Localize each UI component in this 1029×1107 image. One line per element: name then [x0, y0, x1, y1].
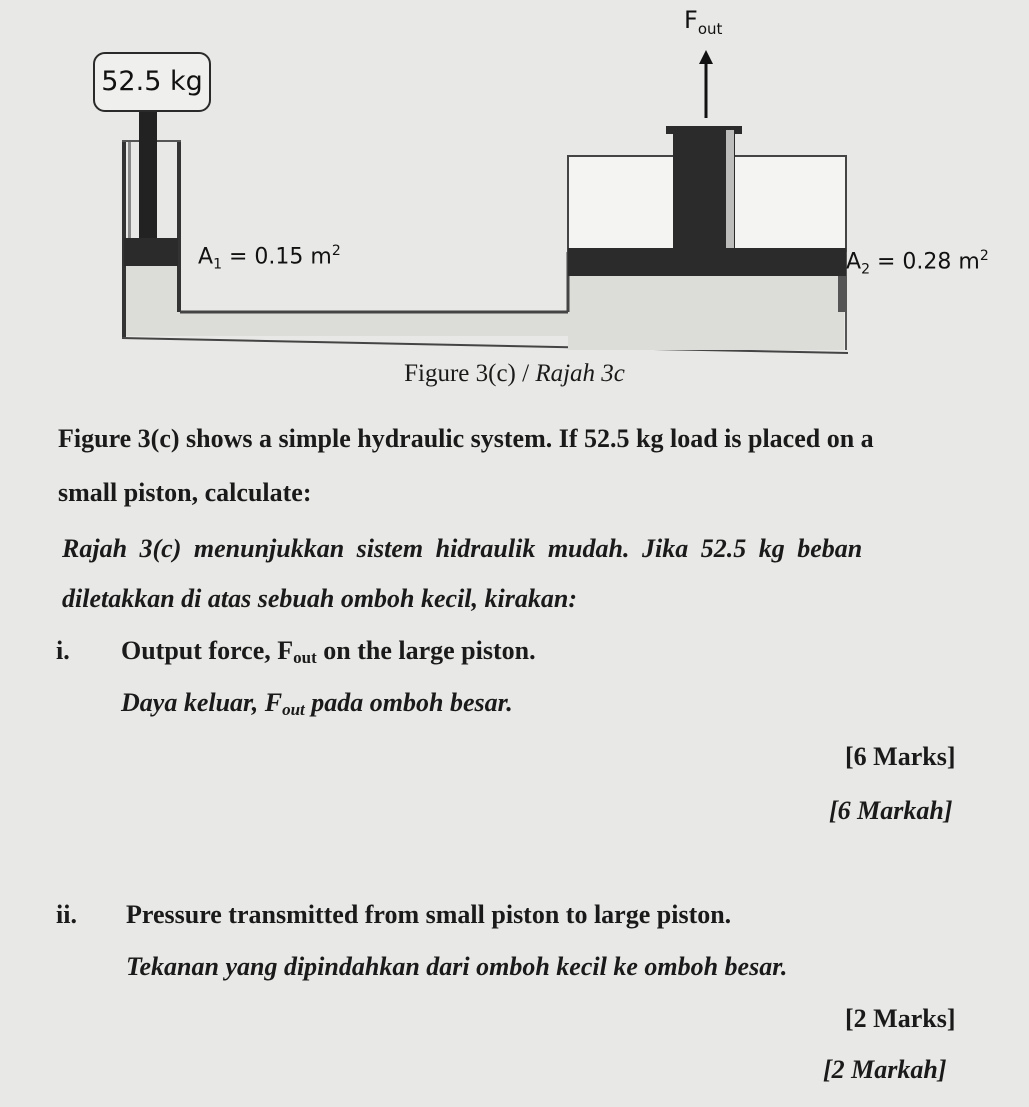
small-piston-rod [139, 110, 157, 240]
part-i-question-english [121, 636, 536, 668]
large-piston-area-label [846, 248, 989, 278]
small-piston-area-label [198, 243, 341, 273]
figure-caption [0, 360, 1029, 388]
a2-exponent: 2 [979, 248, 989, 264]
large-cylinder-right-mark [838, 276, 846, 312]
part-i-text-ms-before: Daya keluar, F [121, 688, 283, 717]
part-i-marks-english: [6 Marks] [845, 742, 956, 771]
part-i-text-ms-sub: out [282, 700, 305, 719]
part-ii-question-malay: Tekanan yang dipindahkan dari omboh kecil ke omboh besar. [126, 952, 788, 981]
part-ii-question-english: Pressure transmitted from small piston to large piston. [126, 900, 732, 929]
part-i-text-ms-after: pada omboh besar. [304, 688, 513, 717]
caption-malay: Rajah 3c [535, 360, 625, 387]
part-i-text-en-after: on the large piston. [316, 636, 536, 665]
part-ii-number: ii. [56, 900, 77, 929]
output-force-subscript: out [697, 19, 723, 38]
a2-symbol: A [846, 249, 862, 275]
a2-index: 2 [861, 261, 870, 278]
large-piston-stem-highlight [726, 130, 734, 248]
intro-english-line-2: small piston, calculate: [58, 478, 312, 507]
small-cylinder-right-wall [177, 140, 181, 312]
small-cylinder-inner-wall [128, 140, 131, 240]
large-piston-plate [568, 248, 846, 276]
a1-symbol: A [198, 244, 214, 270]
mass-label: 52.5 kg [93, 52, 211, 112]
small-piston-head [124, 238, 178, 266]
part-ii-marks-malay: [2 Markah] [823, 1055, 947, 1084]
fluid-large-cylinder [568, 276, 844, 350]
large-piston-stem [673, 126, 735, 250]
a2-value: = 0.28 m [876, 249, 980, 275]
force-arrow-head [699, 50, 713, 64]
a1-index: 1 [213, 256, 222, 273]
a1-value: = 0.15 m [228, 244, 332, 270]
part-i-text-en-before: Output force, F [121, 636, 294, 665]
caption-english: Figure 3(c) / [404, 360, 536, 387]
output-force-label [684, 6, 722, 38]
hydraulic-figure [0, 0, 1029, 400]
part-i-marks-malay: [6 Markah] [829, 796, 953, 825]
part-i-text-en-sub: out [293, 648, 317, 667]
output-force-symbol: F [684, 6, 698, 34]
part-ii-marks-english: [2 Marks] [845, 1004, 956, 1033]
intro-english-line-1: Figure 3(c) shows a simple hydraulic system. If 52.5 kg load is placed on a [58, 424, 874, 453]
fluid-tube [126, 312, 568, 336]
a1-exponent: 2 [331, 243, 341, 259]
intro-malay-line-1: Rajah 3(c) menunjukkan sistem hidraulik mudah. Jika 52.5 kg beban [62, 534, 863, 563]
part-i-question-malay [121, 688, 513, 720]
intro-malay-line-2: diletakkan di atas sebuah omboh kecil, kirakan: [62, 584, 577, 613]
part-i-number: i. [56, 636, 70, 665]
